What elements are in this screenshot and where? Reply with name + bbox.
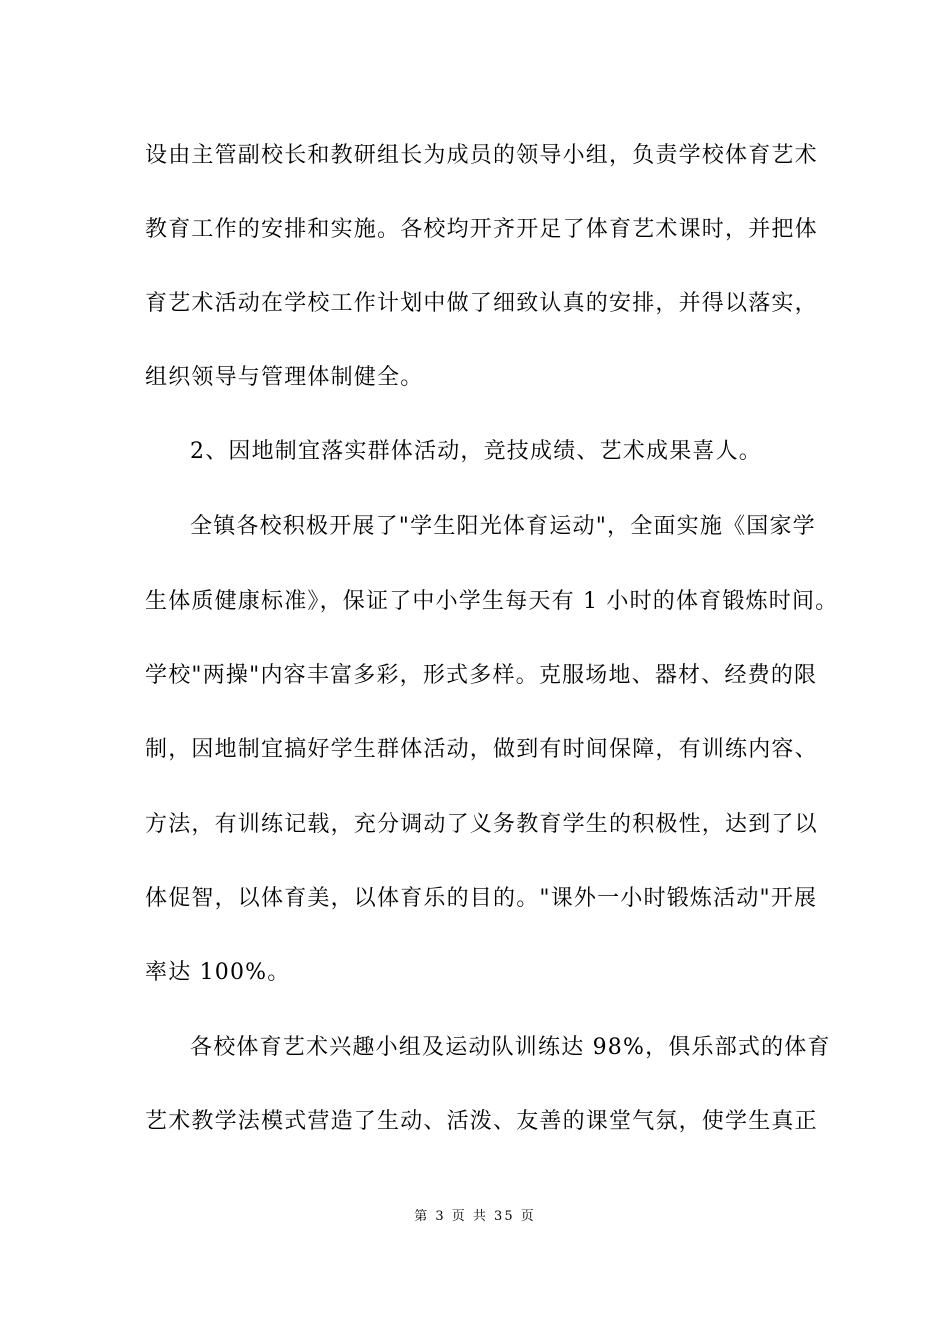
text-line-3: 育艺术活动在学校工作计划中做了细致认真的安排，并得以落实， <box>145 291 818 316</box>
text-line-9: 制，因地制宜搞好学生群体活动，做到有时间保障，有训练内容、 <box>145 737 818 762</box>
page-number-footer: 第 3 页 共 35 页 <box>414 1209 536 1224</box>
text-line-10: 方法，有训练记载，充分调动了义务教育学生的积极性，达到了以 <box>145 812 818 837</box>
text-line-1: 设由主管副校长和教研组长为成员的领导小组，负责学校体育艺术 <box>145 143 818 168</box>
section-heading-2: 2、因地制宜落实群体活动，竞技成绩、艺术成果喜人。 <box>190 439 762 464</box>
text-line-4: 组织领导与管理体制健全。 <box>145 365 424 390</box>
text-line-7: 生体质健康标准》，保证了中小学生每天有 1 小时的体育锻炼时间。 <box>145 589 839 614</box>
text-line-12: 率达 100%。 <box>145 960 291 985</box>
text-line-2: 教育工作的安排和实施。各校均开齐开足了体育艺术课时，并把体 <box>145 217 818 242</box>
text-line-11: 体促智，以体育美，以体育乐的目的。"课外一小时锻炼活动"开展 <box>145 886 818 911</box>
text-line-14: 艺术教学法模式营造了生动、活泼、友善的课堂气氛，使学生真正 <box>145 1109 818 1134</box>
text-line-8: 学校"两操"内容丰富多彩，形式多样。克服场地、器材、经费的限 <box>145 663 818 688</box>
text-line-13: 各校体育艺术兴趣小组及运动队训练达 98%，俱乐部式的体育 <box>190 1035 831 1060</box>
text-line-6: 全镇各校积极开展了"学生阳光体育运动"，全面实施《国家学 <box>190 514 816 539</box>
